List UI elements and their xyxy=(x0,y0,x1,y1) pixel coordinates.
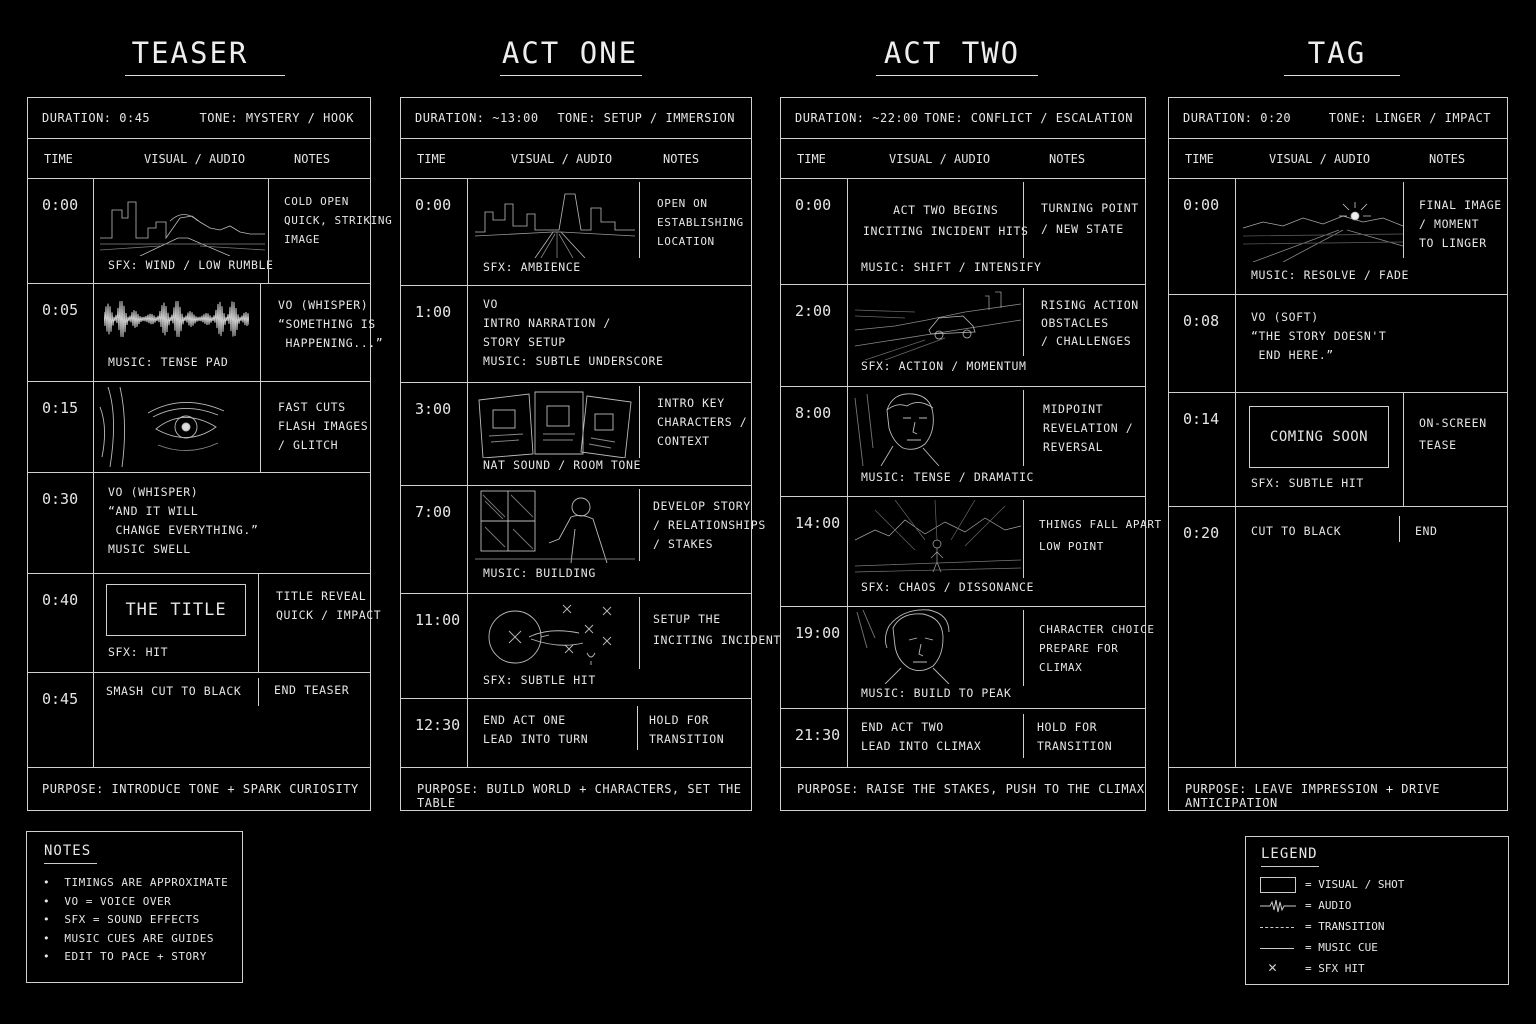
notes-header: NOTES xyxy=(1429,152,1466,166)
act-two-row[interactable] xyxy=(781,606,1155,709)
notes-divider xyxy=(1403,182,1404,258)
row-audio: SFX: SUBTLE HIT xyxy=(483,673,596,687)
row-time: 3:00 xyxy=(415,400,452,418)
tag-duration: DURATION: 0:20 xyxy=(1183,111,1292,125)
tag-panel xyxy=(1168,97,1508,811)
act-one-column-headers xyxy=(401,138,751,179)
time-header: TIME xyxy=(1185,152,1214,166)
teaser-duration: DURATION: 0:45 xyxy=(42,111,151,125)
notes-divider xyxy=(258,678,259,706)
tag-row[interactable] xyxy=(1169,178,1507,295)
row-time: 0:05 xyxy=(42,301,79,319)
legend-item: = VISUAL / SHOT xyxy=(1305,878,1405,891)
act-one-tone: TONE: SETUP / IMMERSION xyxy=(557,111,735,125)
teaser-row[interactable] xyxy=(28,178,393,284)
time-header: TIME xyxy=(417,152,446,166)
time-header: TIME xyxy=(797,152,826,166)
teaser-row[interactable] xyxy=(28,573,382,673)
act-one-title-underline xyxy=(500,75,642,76)
notes-divider xyxy=(1399,516,1400,542)
act-two-title-underline xyxy=(876,75,1038,76)
row-time: 0:00 xyxy=(1183,196,1220,214)
row-notes: VO (WHISPER) “SOMETHING IS HAPPENING...” xyxy=(278,298,384,350)
purpose-text: PURPOSE: INTRODUCE TONE + SPARK CURIOSITY xyxy=(42,782,359,796)
notes-divider xyxy=(639,489,640,561)
row-notes: END xyxy=(1415,524,1438,538)
row-audio: MUSIC: TENSE PAD xyxy=(108,355,229,369)
act-one-row[interactable] xyxy=(401,178,751,286)
row-time: 0:08 xyxy=(1183,312,1220,330)
city-skyline-sketch xyxy=(100,188,265,256)
sunset-road-sketch xyxy=(1243,186,1403,262)
tag-purpose xyxy=(1169,767,1507,810)
row-time: 0:00 xyxy=(415,196,452,214)
man-portrait-sketch xyxy=(853,388,953,466)
row-audio: MUSIC: TENSE / DRAMATIC xyxy=(861,470,1035,484)
play-diagram-sketch xyxy=(479,599,639,671)
visual-audio-header: VISUAL / AUDIO xyxy=(889,152,991,166)
legend-title-underline xyxy=(1261,866,1319,867)
teaser-tone: TONE: MYSTERY / HOOK xyxy=(199,111,354,125)
row-notes: OPEN ON ESTABLISHING LOCATION xyxy=(657,197,744,248)
tag-title-underline xyxy=(1284,75,1400,76)
teaser-row[interactable] xyxy=(28,472,370,574)
row-visual: ACT TWO BEGINS INCITING INCIDENT HITS xyxy=(863,203,1029,238)
car-chase-sketch xyxy=(855,290,1021,360)
notes-divider xyxy=(1023,288,1024,356)
act-one-header xyxy=(401,98,751,139)
legend-item: = TRANSITION xyxy=(1305,920,1385,933)
act-one-row[interactable] xyxy=(401,485,766,594)
coming-soon-card xyxy=(1249,406,1389,468)
time-header: TIME xyxy=(44,152,73,166)
chaos-scene-sketch xyxy=(855,500,1021,574)
tag-tone: TONE: LINGER / IMPACT xyxy=(1328,111,1491,125)
legend-item: = AUDIO xyxy=(1305,899,1352,912)
row-notes: SETUP THE INCITING INCIDENT xyxy=(653,612,781,647)
notes-divider xyxy=(639,597,640,669)
teaser-header xyxy=(28,98,370,139)
row-audio: SFX: WIND / LOW RUMBLE xyxy=(108,258,274,272)
notes-divider xyxy=(639,182,640,258)
purpose-text: PURPOSE: LEAVE IMPRESSION + DRIVE ANTICIPATION xyxy=(1185,782,1440,810)
act-one-duration: DURATION: ~13:00 xyxy=(415,111,539,125)
row-notes: INTRO KEY CHARACTERS / CONTEXT xyxy=(657,396,748,448)
row-time: 0:20 xyxy=(1183,524,1220,542)
notes-item: • MUSIC CUES ARE GUIDES xyxy=(43,931,214,945)
notes-title-underline xyxy=(44,863,97,864)
row-visual: END ACT TWO LEAD INTO CLIMAX xyxy=(861,720,982,753)
sfx-hit-x-icon: ✕ xyxy=(1268,958,1278,976)
transition-dash-icon xyxy=(1260,927,1294,928)
notes-box xyxy=(26,831,243,983)
tag-row[interactable] xyxy=(1169,506,1507,770)
row-time: 0:15 xyxy=(42,399,79,417)
row-time: 0:40 xyxy=(42,591,79,609)
visual-audio-header: VISUAL / AUDIO xyxy=(144,152,246,166)
row-audio: MUSIC: BUILDING xyxy=(483,566,596,580)
row-audio: NAT SOUND / ROOM TONE xyxy=(483,458,641,472)
legend-box xyxy=(1245,836,1509,985)
row-notes: MIDPOINT REVELATION / REVERSAL xyxy=(1043,402,1134,454)
notes-divider xyxy=(639,386,640,458)
row-notes: RISING ACTION OBSTACLES / CHALLENGES xyxy=(1041,298,1139,348)
row-visual: VO (WHISPER) “AND IT WILL CHANGE EVERYTHING.” MUSIC SWELL xyxy=(108,485,259,556)
row-notes: ON-SCREEN TEASE xyxy=(1419,416,1487,452)
row-time: 0:45 xyxy=(42,690,79,708)
tag-row[interactable] xyxy=(1169,294,1507,393)
act-two-tone: TONE: CONFLICT / ESCALATION xyxy=(924,111,1133,125)
teaser-row[interactable] xyxy=(28,672,370,768)
teaser-title-underline xyxy=(125,75,285,76)
character-choice-sketch xyxy=(853,608,963,684)
row-visual: VO (SOFT) “THE STORY DOESN'T END HERE.” xyxy=(1251,310,1387,362)
row-time: 21:30 xyxy=(795,726,841,744)
notes-divider xyxy=(1403,392,1404,506)
act-two-title: ACT TWO xyxy=(883,36,1021,70)
act-one-row[interactable] xyxy=(401,382,751,486)
row-notes: END TEASER xyxy=(274,683,350,697)
title-card-text: THE TITLE xyxy=(125,600,227,620)
row-notes: HOLD FOR TRANSITION xyxy=(1037,720,1113,753)
legend-title: LEGEND xyxy=(1261,846,1318,862)
row-notes: TITLE REVEAL QUICK / IMPACT xyxy=(276,589,382,622)
act-two-purpose xyxy=(781,767,1145,810)
row-audio: MUSIC: RESOLVE / FADE xyxy=(1251,268,1409,282)
act-two-row[interactable] xyxy=(781,178,1145,285)
notes-divider xyxy=(1023,182,1024,258)
tag-row[interactable] xyxy=(1169,392,1507,507)
legend-item: = MUSIC CUE xyxy=(1305,941,1378,954)
teaser-row[interactable] xyxy=(28,283,384,382)
purpose-text: PURPOSE: BUILD WORLD + CHARACTERS, SET THE TABLE xyxy=(417,782,742,810)
act-two-row[interactable] xyxy=(781,496,1162,607)
teaser-title: TEASER xyxy=(131,36,249,70)
legend-item: = SFX HIT xyxy=(1305,962,1365,975)
row-visual: VO INTRO NARRATION / STORY SETUP MUSIC: SUBTLE UNDERSCORE xyxy=(483,297,664,368)
act-one-row[interactable] xyxy=(401,285,751,383)
notes-divider xyxy=(637,706,638,750)
tag-title: TAG xyxy=(1307,36,1367,70)
row-audio: SFX: CHAOS / DISSONANCE xyxy=(861,580,1035,594)
row-time: 1:00 xyxy=(415,303,452,321)
notes-divider xyxy=(268,178,269,283)
notes-divider xyxy=(260,283,261,381)
notes-divider xyxy=(258,573,259,672)
notes-item: • EDIT TO PACE + STORY xyxy=(43,950,207,963)
row-time: 0:14 xyxy=(1183,410,1220,428)
row-notes: TURNING POINT / NEW STATE xyxy=(1041,201,1139,236)
coming-soon-text: COMING SOON xyxy=(1269,429,1369,445)
row-time: 0:00 xyxy=(795,196,832,214)
notes-divider xyxy=(260,381,261,472)
eye-closeup-sketch xyxy=(98,387,258,467)
row-notes: THINGS FALL APART LOW POINT xyxy=(1039,518,1162,553)
row-time: 14:00 xyxy=(795,514,841,532)
audio-waveform-icon xyxy=(1260,899,1296,913)
row-audio: SFX: SUBTLE HIT xyxy=(1251,476,1364,490)
act-one-panel xyxy=(400,97,781,811)
row-audio: SFX: AMBIENCE xyxy=(483,260,581,274)
notes-item: • VO = VOICE OVER xyxy=(43,894,172,908)
notes-title: NOTES xyxy=(44,843,92,859)
act-two-panel xyxy=(780,97,1162,811)
row-notes: CHARACTER CHOICE PREPARE FOR CLIMAX xyxy=(1039,623,1155,674)
notes-divider xyxy=(1023,714,1024,758)
row-audio: MUSIC: BUILD TO PEAK xyxy=(861,686,1012,700)
act-one-purpose xyxy=(401,767,751,810)
title-card xyxy=(106,584,246,636)
row-time: 7:00 xyxy=(415,503,452,521)
act-one-title: ACT ONE xyxy=(501,36,639,70)
row-notes: HOLD FOR TRANSITION xyxy=(649,713,725,746)
act-two-row[interactable] xyxy=(781,708,1145,770)
teaser-row[interactable] xyxy=(28,381,370,473)
row-time: 2:00 xyxy=(795,302,832,320)
row-notes: DEVELOP STORY / RELATIONSHIPS / STAKES xyxy=(653,499,766,551)
character-photos-sketch xyxy=(475,388,635,458)
act-two-row[interactable] xyxy=(781,284,1145,387)
row-visual: SMASH CUT TO BLACK xyxy=(106,684,242,698)
visual-shot-icon xyxy=(1260,877,1296,893)
row-audio: MUSIC: SHIFT / INTENSIFY xyxy=(861,260,1042,274)
row-audio: SFX: HIT xyxy=(108,645,169,659)
row-audio: SFX: ACTION / MOMENTUM xyxy=(861,359,1027,373)
row-time: 11:00 xyxy=(415,611,461,629)
tag-header xyxy=(1169,98,1507,139)
notes-item: • TIMINGS ARE APPROXIMATE xyxy=(43,876,229,889)
tag-column-headers xyxy=(1169,138,1507,179)
row-notes: FAST CUTS FLASH IMAGES / GLITCH xyxy=(278,400,369,452)
audio-waveform-sketch xyxy=(104,301,249,337)
teaser-column-headers xyxy=(28,138,370,179)
city-street-sketch xyxy=(475,186,635,258)
window-figure-sketch xyxy=(475,489,635,563)
notes-header: NOTES xyxy=(663,152,700,166)
teaser-panel xyxy=(27,97,393,811)
act-one-row[interactable] xyxy=(401,698,751,770)
notes-item: • SFX = SOUND EFFECTS xyxy=(43,913,200,926)
row-notes: COLD OPEN QUICK, STRIKING IMAGE xyxy=(284,195,393,246)
visual-audio-header: VISUAL / AUDIO xyxy=(1269,152,1371,166)
row-time: 0:30 xyxy=(42,490,79,508)
act-two-header xyxy=(781,98,1145,139)
row-time: 8:00 xyxy=(795,404,832,422)
notes-header: NOTES xyxy=(294,152,331,166)
row-visual: CUT TO BLACK xyxy=(1251,524,1342,538)
notes-divider xyxy=(1023,610,1024,686)
notes-header: NOTES xyxy=(1049,152,1086,166)
purpose-text: PURPOSE: RAISE THE STAKES, PUSH TO THE CLIMAX xyxy=(797,782,1145,796)
act-two-duration: DURATION: ~22:00 xyxy=(795,111,919,125)
notes-list xyxy=(43,874,228,967)
visual-audio-header: VISUAL / AUDIO xyxy=(511,152,613,166)
row-visual: END ACT ONE LEAD INTO TURN xyxy=(483,713,589,746)
act-one-row[interactable] xyxy=(401,593,781,699)
act-two-row[interactable] xyxy=(781,386,1145,497)
row-time: 19:00 xyxy=(795,624,841,642)
notes-divider xyxy=(1023,500,1024,578)
notes-divider xyxy=(1023,390,1024,466)
teaser-purpose xyxy=(28,767,370,810)
row-notes: FINAL IMAGE / MOMENT TO LINGER xyxy=(1419,198,1502,250)
music-cue-line-icon xyxy=(1260,948,1294,949)
row-time: 0:00 xyxy=(42,196,79,214)
row-time: 12:30 xyxy=(415,716,461,734)
act-two-column-headers xyxy=(781,138,1145,179)
